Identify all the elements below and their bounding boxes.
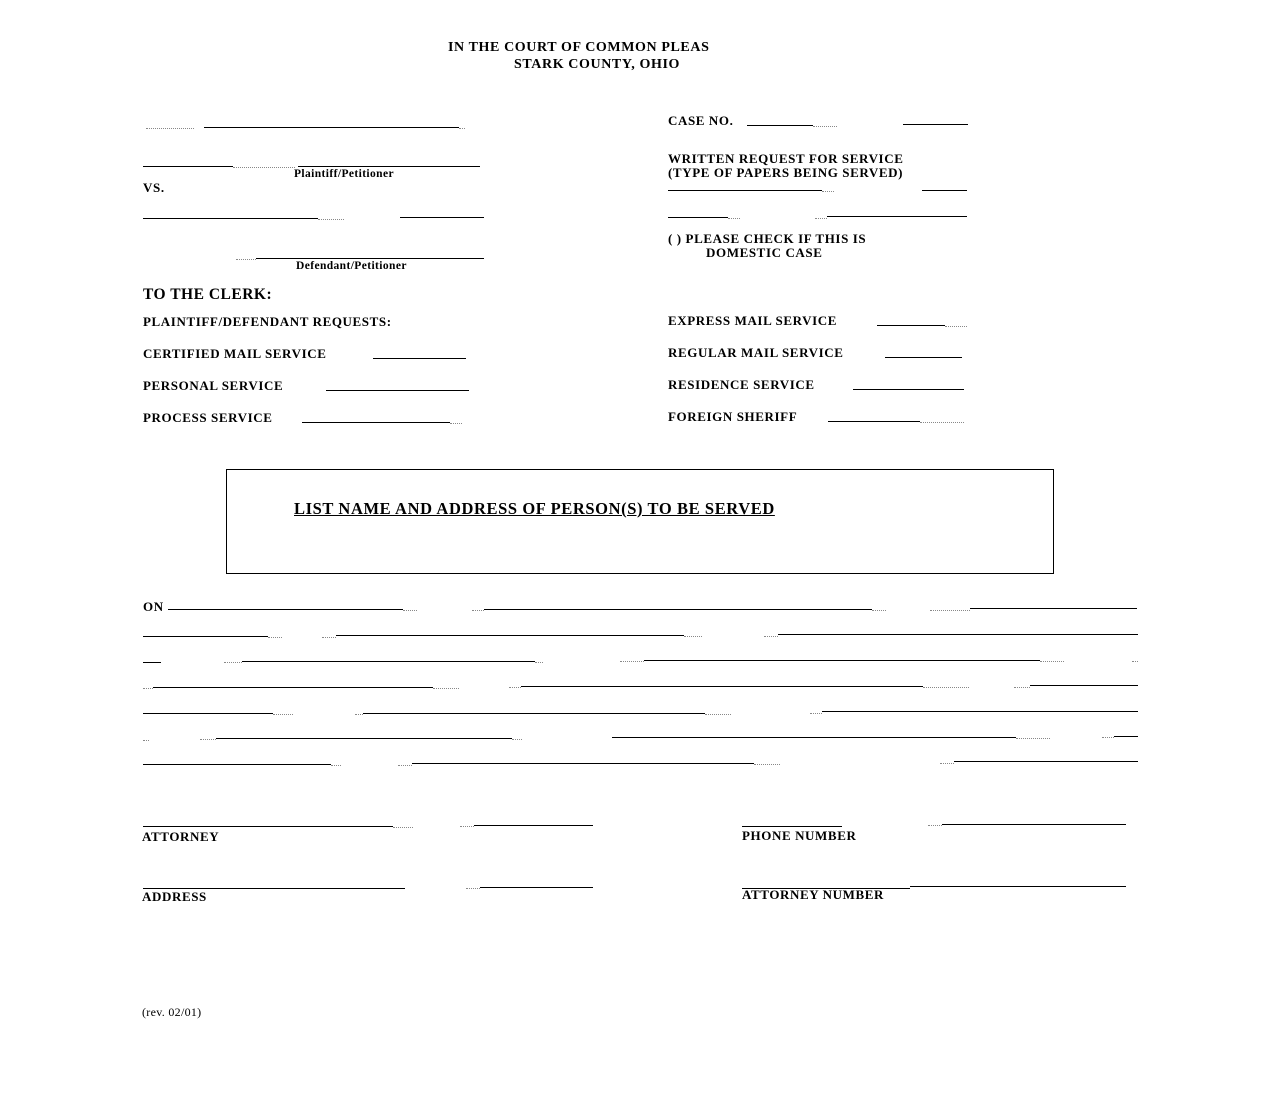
attorney-number-line-b[interactable]	[910, 886, 1126, 887]
residence-service-input[interactable]	[853, 389, 964, 390]
on-line-7a[interactable]	[143, 764, 331, 765]
on-line-2b[interactable]	[336, 635, 684, 636]
on-line-5b[interactable]	[363, 713, 705, 714]
attorney-label: ATTORNEY	[142, 829, 220, 844]
personal-service-input[interactable]	[326, 390, 469, 391]
on-line-7c[interactable]	[954, 761, 1138, 762]
on-line-4c[interactable]	[1030, 685, 1138, 686]
attorney-signature-line-a[interactable]	[143, 826, 393, 827]
foreign-sheriff-label: FOREIGN SHERIFF	[668, 409, 798, 424]
foreign-sheriff-input[interactable]	[828, 421, 920, 422]
address-line-b[interactable]	[480, 887, 593, 888]
personal-service-label: PERSONAL SERVICE	[143, 378, 284, 393]
plaintiff-name-line[interactable]	[204, 127, 459, 128]
residence-service-label: RESIDENCE SERVICE	[668, 377, 815, 392]
request-title: WRITTEN REQUEST FOR SERVICE	[668, 151, 904, 166]
on-line-1a[interactable]	[168, 609, 403, 610]
on-line-3b[interactable]	[242, 661, 535, 662]
on-line-1b[interactable]	[484, 609, 872, 610]
request-subtitle: (TYPE OF PAPERS BEING SERVED)	[668, 165, 904, 180]
domestic-case-checkbox[interactable]: ( ) PLEASE CHECK IF THIS IS	[668, 231, 867, 246]
to-the-clerk-heading: TO THE CLERK:	[143, 286, 273, 303]
papers-line-2b[interactable]	[827, 216, 967, 217]
on-line-4a[interactable]	[153, 687, 433, 688]
address-label: ADDRESS	[142, 889, 207, 904]
regular-mail-input[interactable]	[885, 357, 962, 358]
process-service-label: PROCESS SERVICE	[143, 410, 273, 425]
on-line-2c[interactable]	[778, 634, 1138, 635]
case-no-label: CASE NO.	[668, 113, 734, 128]
defendant-address-line[interactable]	[256, 258, 484, 259]
on-line-6c[interactable]	[1114, 736, 1138, 737]
attorney-number-label: ATTORNEY NUMBER	[742, 887, 885, 902]
on-label: ON	[143, 599, 164, 614]
express-mail-input[interactable]	[877, 325, 945, 326]
plaintiff-label: Plaintiff/Petitioner	[294, 168, 394, 180]
on-line-6a[interactable]	[216, 738, 512, 739]
persons-to-be-served-box	[226, 469, 1054, 574]
certified-mail-input[interactable]	[373, 358, 466, 359]
on-line-4b[interactable]	[521, 686, 923, 687]
on-line-5a[interactable]	[143, 713, 273, 714]
phone-number-label: PHONE NUMBER	[742, 828, 857, 843]
plaintiff-address-line-1[interactable]	[143, 166, 233, 167]
express-mail-label: EXPRESS MAIL SERVICE	[668, 313, 838, 328]
plaintiff-address-line-2[interactable]	[298, 166, 480, 167]
on-line-7b[interactable]	[412, 763, 754, 764]
attorney-signature-line-b[interactable]	[474, 825, 593, 826]
vs-label: VS.	[143, 180, 165, 195]
certified-mail-label: CERTIFIED MAIL SERVICE	[143, 346, 327, 361]
defendant-name-line-2[interactable]	[400, 217, 484, 218]
on-line-3c[interactable]	[644, 660, 1040, 661]
persons-to-be-served-heading: LIST NAME AND ADDRESS OF PERSON(S) TO BE SERVED	[294, 499, 775, 518]
on-line-1c[interactable]	[970, 608, 1137, 609]
process-service-input[interactable]	[302, 422, 450, 423]
papers-line-2a[interactable]	[668, 217, 728, 218]
regular-mail-label: REGULAR MAIL SERVICE	[668, 345, 844, 360]
on-line-3a[interactable]	[143, 662, 161, 663]
county-title: STARK COUNTY, OHIO	[514, 57, 680, 72]
domestic-case-label: DOMESTIC CASE	[706, 245, 823, 260]
on-line-6b[interactable]	[612, 737, 1016, 738]
revision-note: (rev. 02/01)	[142, 1005, 202, 1019]
on-line-2a[interactable]	[143, 636, 268, 637]
phone-number-line-b[interactable]	[942, 824, 1126, 825]
case-no-input-2[interactable]	[903, 124, 968, 125]
court-title: IN THE COURT OF COMMON PLEAS	[448, 40, 710, 55]
papers-line-1b[interactable]	[922, 190, 967, 191]
defendant-name-line-1[interactable]	[143, 218, 318, 219]
phone-number-line-a[interactable]	[742, 826, 842, 827]
papers-line-1a[interactable]	[668, 190, 822, 191]
case-no-input[interactable]	[747, 125, 813, 126]
requests-label: PLAINTIFF/DEFENDANT REQUESTS:	[143, 314, 392, 329]
on-line-5c[interactable]	[822, 711, 1138, 712]
defendant-label: Defendant/Petitioner	[296, 260, 407, 272]
